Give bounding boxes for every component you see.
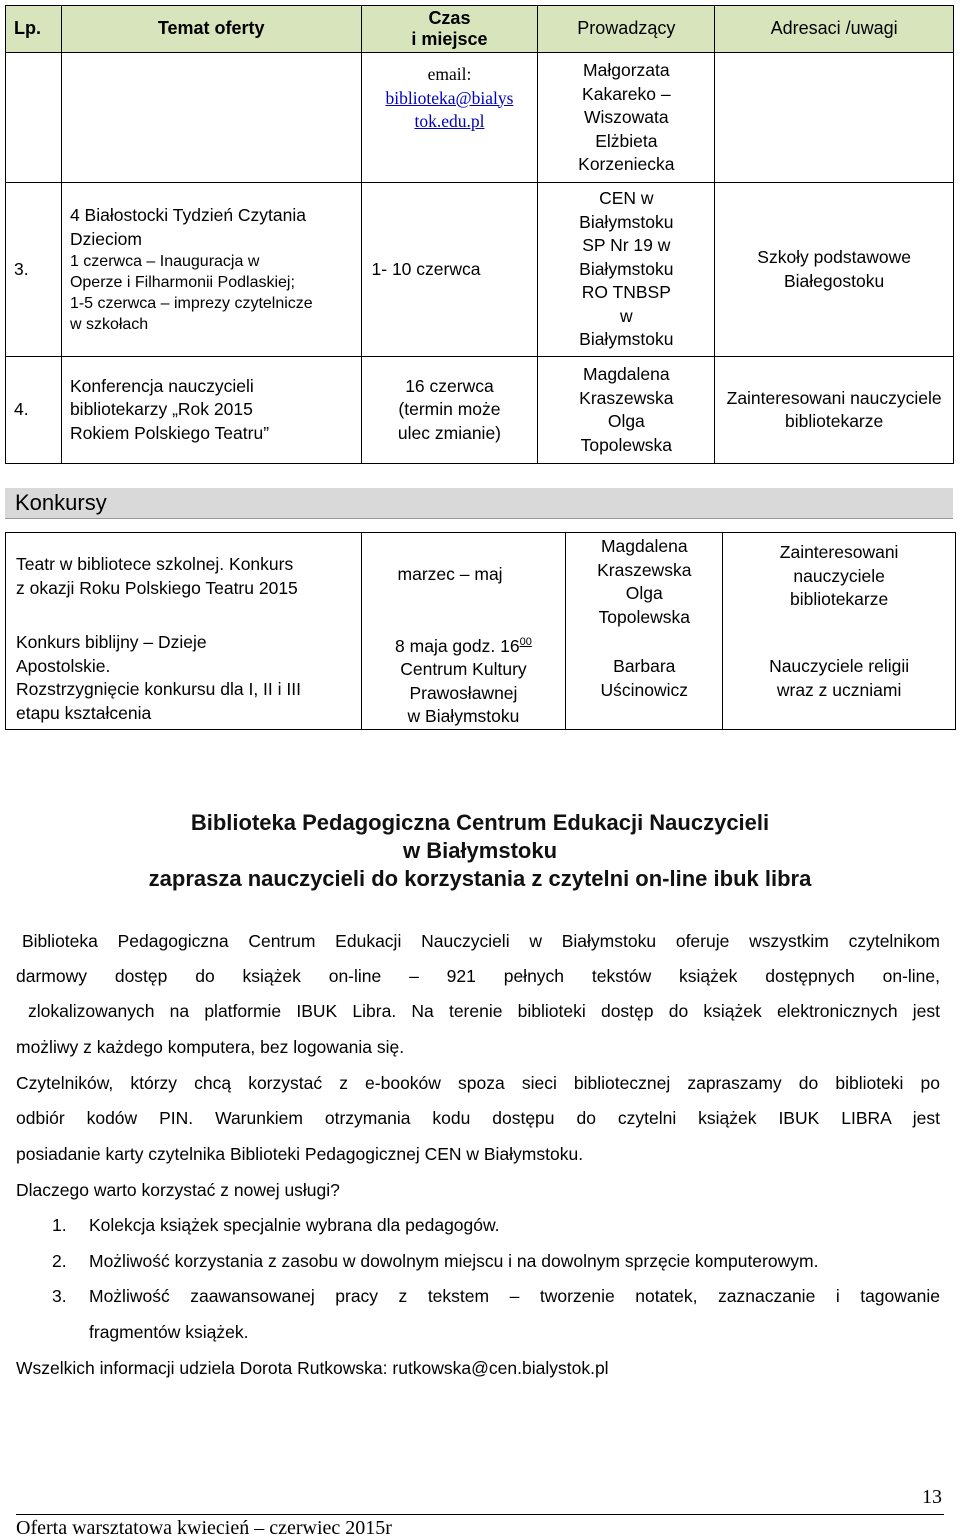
para2-line2: odbiór kodów PIN. Warunkiem otrzymania kodu dostępu do czytelni książek IBUK LIBRA jest bbox=[16, 1108, 940, 1128]
prowadzacy-cell: CEN w Białymstoku SP Nr 19 w Białymstoku RO TNBSP w Białymstoku bbox=[538, 183, 715, 357]
prowadzacy-cell: Małgorzata Kakareko – Wiszowata Elżbieta Korzeniecka bbox=[538, 53, 715, 183]
library-heading-1: Biblioteka Pedagogiczna Centrum Edukacji Nauczycieli bbox=[190, 810, 770, 835]
para1-line1: Biblioteka Pedagogiczna Centrum Edukacji Nauczycieli w Białymstoku oferuje wszystkim czytelnikom bbox=[22, 931, 940, 951]
para1-line3: zlokalizowanych na platformie IBUK Libra. Na terenie biblioteki dostęp do książek elektronicznych jest bbox=[28, 1001, 940, 1021]
footer-divider bbox=[16, 1514, 944, 1515]
temat-title: 4 Białostocki Tydzień Czytania Dzieciom bbox=[69, 205, 306, 249]
list-item-continuation: fragmentów książek. bbox=[89, 1322, 249, 1342]
email-link[interactable]: biblioteka@bialys tok.edu.pl bbox=[385, 87, 514, 131]
konkurs-temat: Konkurs biblijny – Dzieje Apostolskie. Rozstrzygnięcie konkursu dla I, II i III etapu kształcenia bbox=[6, 629, 362, 729]
library-heading-2: w Białymstoku bbox=[402, 838, 558, 863]
table-header-row bbox=[6, 6, 954, 53]
table-row bbox=[6, 183, 954, 357]
konkurs-czas-rest: Centrum Kultury Prawosławnej w Białymstoku bbox=[400, 659, 527, 727]
czas-cell: 16 czerwca (termin może ulec zmianie) bbox=[361, 357, 538, 464]
header-prowadzacy: Prowadzący bbox=[538, 6, 715, 53]
temat-cell: Konferencja nauczycieli bibliotekarzy „Rok 2015 Rokiem Polskiego Teatru” bbox=[61, 357, 361, 464]
email-label: email: bbox=[427, 64, 472, 84]
konkurs-adresaci: Nauczyciele religii wraz z uczniami bbox=[723, 629, 956, 729]
list-item: Możliwość korzystania z zasobu w dowolnym miejscu i na dowolnym sprzęcie komputerowym. bbox=[89, 1251, 819, 1271]
para2-line3: posiadanie karty czytelnika Biblioteki Pedagogicznej CEN w Białymstoku. bbox=[16, 1144, 584, 1164]
lp-cell: 4. bbox=[6, 357, 62, 464]
offer-table bbox=[5, 5, 954, 464]
konkurs-temat: Teatr w bibliotece szkolnej. Konkurs z okazji Roku Polskiego Teatru 2015 bbox=[6, 533, 362, 630]
list-item: Możliwość zaawansowanej pracy z tekstem – tworzenie notatek, zaznaczanie i tagowanie bbox=[89, 1286, 940, 1306]
konkurs-czas bbox=[361, 629, 566, 729]
temat-detail: 1 czerwca – Inauguracja w Operze i Filharmonii Podlaskiej; 1-5 czerwca – imprezy czytelnicze w szkołach bbox=[69, 253, 313, 333]
lp-cell: 3. bbox=[6, 183, 62, 357]
konkurs-czas: marzec – maj bbox=[361, 533, 566, 630]
table-row bbox=[6, 357, 954, 464]
footer-text: Oferta warsztatowa kwiecień – czerwiec 2015r bbox=[16, 1517, 392, 1539]
header-adresaci: Adresaci /uwagi bbox=[715, 6, 954, 53]
konkurs-prowadzacy: Magdalena Kraszewska Olga Topolewska bbox=[566, 533, 723, 630]
konkurs-adresaci: Zainteresowani nauczyciele bibliotekarze bbox=[723, 533, 956, 630]
contact-line: Wszelkich informacji udziela Dorota Rutkowska: rutkowska@cen.bialystok.pl bbox=[16, 1358, 609, 1378]
para1-line4: możliwy z każdego komputera, bez logowania się. bbox=[16, 1037, 405, 1057]
list-item: Kolekcja książek specjalnie wybrana dla pedagogów. bbox=[89, 1215, 500, 1235]
header-czas: Czas i miejsce bbox=[361, 6, 538, 53]
konkurs-czas-sup: 00 bbox=[519, 636, 532, 648]
contact-email-cell bbox=[361, 53, 538, 183]
header-temat: Temat oferty bbox=[61, 6, 361, 53]
question-line: Dlaczego warto korzystać z nowej usługi? bbox=[16, 1180, 340, 1200]
page-number: 13 bbox=[922, 1486, 942, 1508]
para2-line1: Czytelników, którzy chcą korzystać z e-booków spoza sieci bibliotecznej zapraszamy do biblioteki po bbox=[16, 1073, 940, 1093]
adresaci-cell: Zainteresowani nauczyciele bibliotekarze bbox=[715, 357, 954, 464]
table-row bbox=[6, 53, 954, 183]
adresaci-cell: Szkoły podstawowe Białegostoku bbox=[715, 183, 954, 357]
konkursy-heading: Konkursy bbox=[5, 488, 953, 519]
list-num: 1. bbox=[52, 1215, 67, 1235]
table-row bbox=[6, 629, 956, 729]
konkursy-table bbox=[5, 532, 956, 730]
list-num: 3. bbox=[52, 1286, 67, 1306]
prowadzacy-cell: Magdalena Kraszewska Olga Topolewska bbox=[538, 357, 715, 464]
para1-line2: darmowy dostęp do książek on-line – 921 pełnych tekstów książek dostępnych on-line, bbox=[16, 966, 940, 986]
temat-cell bbox=[61, 183, 361, 357]
library-heading-3: zaprasza nauczycieli do korzystania z czytelni on-line ibuk libra bbox=[148, 866, 812, 891]
table-row bbox=[6, 533, 956, 630]
czas-cell: 1- 10 czerwca bbox=[361, 183, 538, 357]
header-lp: Lp. bbox=[6, 6, 62, 53]
konkurs-czas-line1: 8 maja godz. 16 bbox=[395, 635, 520, 656]
list-num: 2. bbox=[52, 1251, 67, 1271]
konkurs-prowadzacy: Barbara Uścinowicz bbox=[566, 629, 723, 729]
